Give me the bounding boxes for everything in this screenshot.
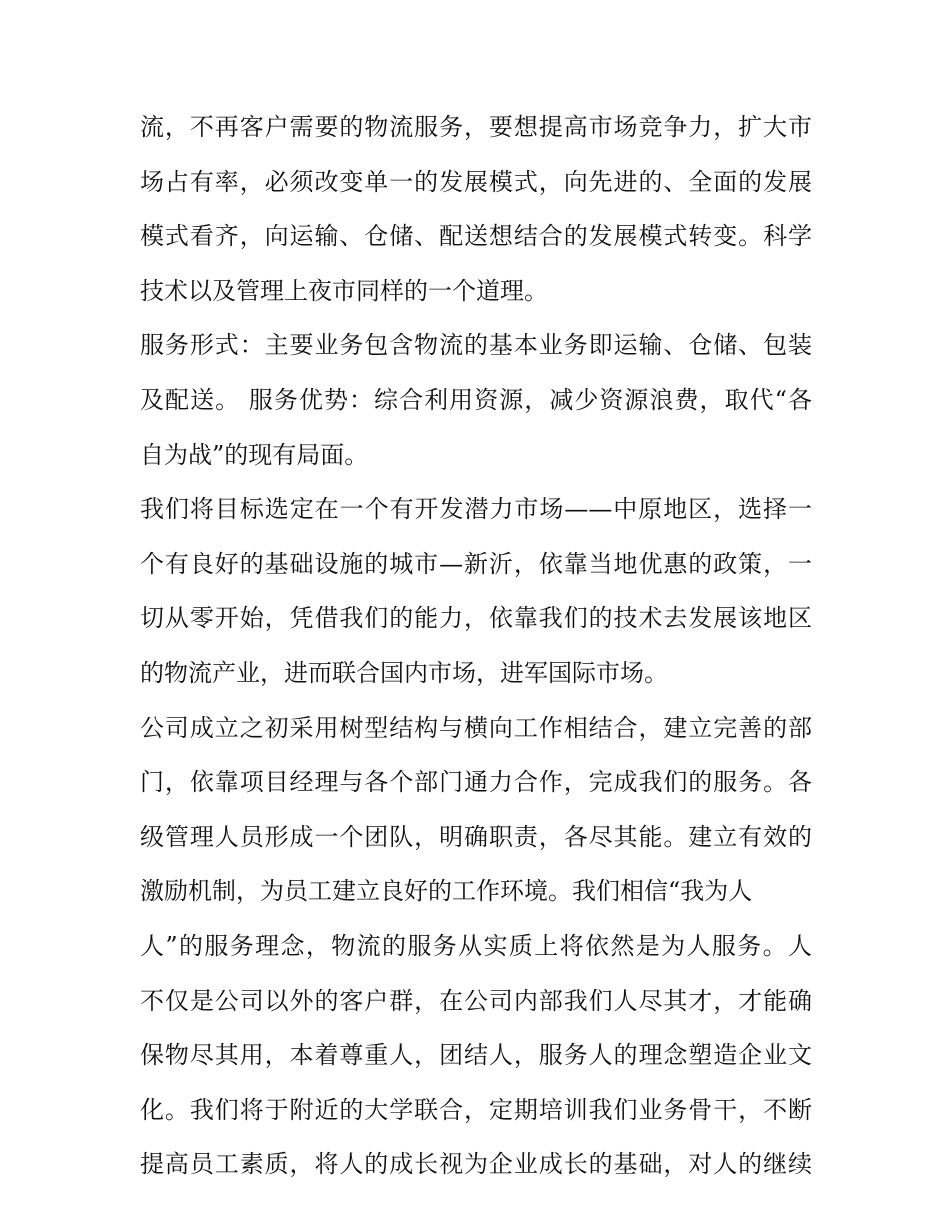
text-line: 公司成立之初采用树型结构与横向工作相结合，建立完善的部 [140, 713, 812, 742]
text-line: 技术以及管理上夜市同样的一个道理。 [140, 276, 548, 305]
text-line: 化。我们将于附近的大学联合，定期培训我们业务骨干，不断 [140, 1095, 812, 1124]
text-line: 服务形式：主要业务包含物流的基本业务即运输、仓储、包装 [140, 331, 812, 360]
text-line: 及配送。 服务优势：综合利用资源，减少资源浪费，取代“各 [140, 385, 812, 414]
text-line: 的物流产业，进而联合国内市场，进军国际市场。 [140, 658, 668, 687]
text-line: 模式看齐，向运输、仓储、配送想结合的发展模式转变。科学 [140, 222, 812, 251]
text-line: 门，依靠项目经理与各个部门通力合作，完成我们的服务。各 [140, 768, 812, 797]
text-line: 流，不再客户需要的物流服务，要想提高市场竞争力，扩大市 [140, 113, 812, 141]
text-line: 不仅是公司以外的客户群，在公司内部我们人尽其才，才能确 [140, 986, 812, 1015]
text-line: 人”的服务理念，物流的服务从实质上将依然是为人服务。人 [140, 931, 812, 960]
text-line: 场占有率，必须改变单一的发展模式，向先进的、全面的发展 [140, 167, 812, 196]
text-line: 提高员工素质，将人的成长视为企业成长的基础，对人的继续 [140, 1150, 812, 1179]
text-line: 切从零开始，凭借我们的能力，依靠我们的技术去发展该地区 [140, 604, 812, 633]
text-line: 个有良好的基础设施的城市—新沂，依靠当地优惠的政策，一 [140, 549, 812, 578]
text-line: 自为战”的现有局面。 [140, 440, 369, 469]
text-line: 激励机制，为员工建立良好的工作环境。我们相信“我为人 [140, 877, 753, 906]
text-line: 保物尽其用，本着尊重人，团结人，服务人的理念塑造企业文 [140, 1041, 812, 1070]
document-body [140, 100, 812, 1192]
text-line: 级管理人员形成一个团队，明确职责，各尽其能。建立有效的 [140, 822, 812, 851]
text-line: 我们将目标选定在一个有开发潜力市场——中原地区，选择一 [140, 495, 812, 524]
